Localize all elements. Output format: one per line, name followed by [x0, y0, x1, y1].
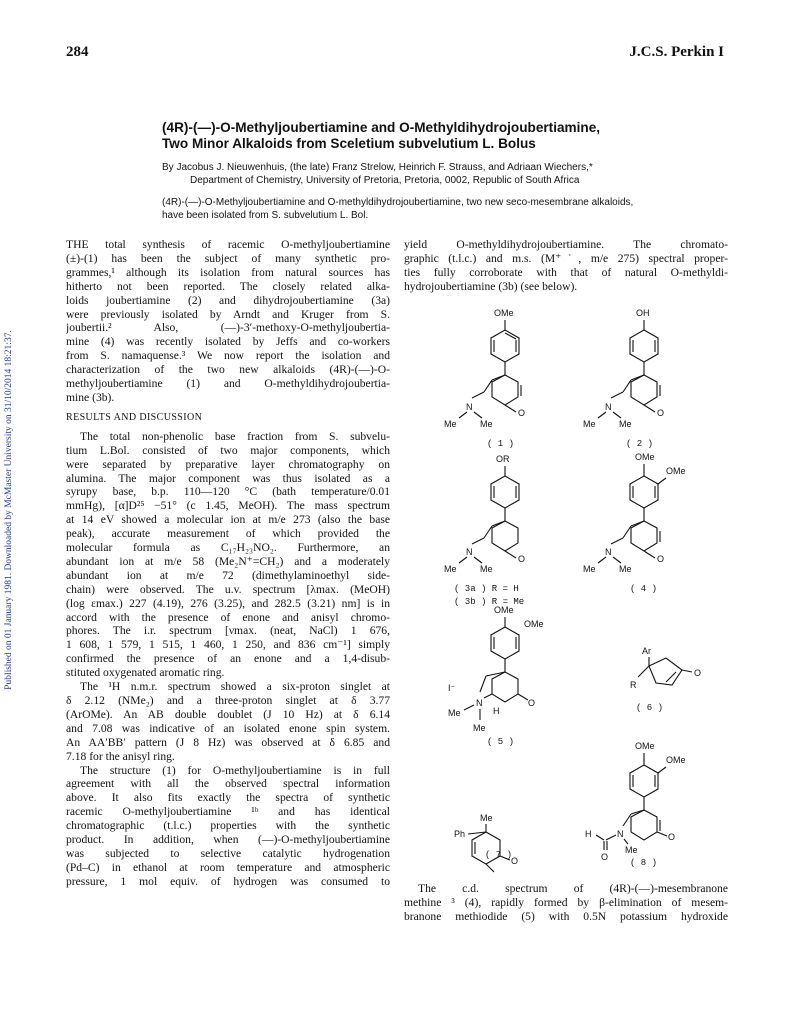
label-ph: Ph	[454, 829, 466, 839]
abstract-line: (4R)-(—)-O-Methyljoubertiamine and O-methyldihydrojoubertiamine, two new seco-mesembrane alkaloids,	[162, 197, 634, 208]
label-ome: OMe	[666, 755, 686, 765]
body-line: product. In addition, when (—)-O-methyljoubertiamine	[66, 833, 390, 847]
label-ome: OMe	[494, 308, 514, 318]
structure-1	[444, 308, 525, 449]
right-column-top	[404, 238, 728, 294]
body-line: and 7.08 was indicative of an isolated enone spin system.	[66, 721, 390, 735]
body-line: The structure (1) for O-methyljoubertiamine is in full	[80, 763, 390, 777]
compound-label-4: ( 4 )	[630, 584, 658, 594]
body-line: tium L.Bol. consisted of two major components, which	[66, 443, 390, 457]
body-line: accord with the presence of enone and anisyl chromo-	[66, 610, 390, 624]
body-line: hitherto not been reported. The closely related alka-	[66, 279, 390, 293]
label-ome: OMe	[524, 619, 544, 629]
compound-label-5: ( 5 )	[487, 737, 515, 747]
body-line: THE total synthesis of racemic O-methyljoubertiamine	[66, 238, 390, 251]
section-heading: RESULTS AND DISCUSSION	[66, 411, 203, 423]
body-line: methine ³ (4), rapidly formed by β-elimination of mesem-	[404, 895, 728, 909]
body-line: mmHg), [α]D²⁵ −51° (c 1.45, MeOH). The mass spectrum	[66, 499, 390, 513]
label-h: H	[585, 829, 592, 839]
body-line: pressure, 1 mol equiv. of hydrogen was consumed to	[66, 874, 390, 888]
page-number: 284	[66, 44, 89, 60]
label-o: O	[668, 832, 676, 842]
body-line: was subjected to selective catalytic hydrogenation	[66, 846, 390, 860]
abstract-line: have been isolated from S. subvelutium L. Bol.	[162, 210, 369, 221]
label-h: H	[493, 706, 500, 716]
body-line: An AA′BB′ pattern (J 8 Hz) was observed at δ 6.85 and	[66, 735, 390, 749]
compound-label-6: ( 6 )	[636, 703, 664, 713]
body-line: from S. namaquense.³ We now report the isolation and	[66, 349, 390, 363]
structure-2	[583, 308, 664, 449]
body-line: joubertii.² Also, (—)-3′-methoxy-O-methyljoubertia-	[66, 321, 390, 335]
label-o: O	[657, 408, 665, 418]
body-line: abundant ion at m/e 58 (Me₂N⁺=CH₂) and a moderately	[66, 554, 390, 568]
body-line: alumina. The major component was thus isolated as a	[66, 471, 390, 485]
right-column-bottom	[404, 882, 728, 924]
label-ome: OMe	[494, 605, 514, 615]
label-o: O	[528, 698, 536, 708]
body-line: were separated by preparative layer chromatography on	[66, 457, 390, 471]
label-me: Me	[619, 564, 632, 574]
label-n: N	[466, 402, 473, 412]
label-iodide: I⁻	[448, 683, 456, 693]
body-line: phores. The i.r. spectrum [νmax. (neat, NaCl) 1 676,	[66, 624, 390, 638]
structure-7	[454, 813, 518, 872]
body-line: The c.d. spectrum of (4R)-(—)-mesembranone	[418, 882, 728, 895]
left-column	[66, 238, 390, 889]
label-me: Me	[625, 845, 638, 855]
label-me: Me	[473, 723, 486, 733]
label-o: O	[694, 668, 702, 678]
label-o: O	[518, 408, 526, 418]
body-line: loids joubertiamine (2) and dihydrojoubertiamine (3a)	[66, 293, 390, 307]
label-me: Me	[444, 419, 457, 429]
body-line: branone methiodide (5) with 0.5N potassium hydroxide	[404, 909, 728, 923]
body-line: agreement with all the observed spectral information	[66, 777, 390, 791]
body-line: (log εmax.) 227 (4.19), 276 (3.25), and 282.5 (3.21) nm] is in	[66, 596, 390, 610]
body-line: characterization of the two new alkaloids (4R)-(—)-O-	[66, 363, 390, 377]
body-line: were previously isolated by Arndt and Kruger from S.	[66, 307, 390, 321]
body-line: 7.18 for the anisyl ring.	[66, 749, 175, 763]
label-r: R	[630, 680, 637, 690]
label-me: Me	[444, 564, 457, 574]
body-line: graphic (t.l.c.) and m.s. (M⁺˙, m/e 275) spectral proper-	[404, 251, 728, 265]
body-line: (Pd–C) in ethanol at room temperature and atmospheric	[66, 860, 390, 874]
body-line: hydrojoubertiamine (3b) (see below).	[404, 279, 578, 293]
label-n: N	[605, 402, 612, 412]
body-line: chain) were observed. The u.v. spectrum [λmax. (MeOH)	[66, 582, 390, 596]
compound-label-8: ( 8 )	[630, 858, 658, 868]
author-block	[162, 161, 762, 187]
affiliation-line: Department of Chemistry, University of Pretoria, Pretoria, 0002, Republic of South Africa	[190, 175, 580, 186]
label-me: Me	[480, 564, 493, 574]
body-line: yield O-methyldihydrojoubertiamine. The chromato-	[404, 238, 728, 251]
body-line: ties fully corroborate with that of natural O-methyldi-	[404, 265, 728, 279]
label-oh: OH	[636, 308, 650, 318]
structure-5	[448, 605, 544, 747]
label-me: Me	[619, 419, 632, 429]
label-o: O	[657, 554, 665, 564]
body-line: The total non-phenolic base fraction from S. subvelu-	[80, 429, 390, 443]
compound-label-2: ( 2 )	[626, 439, 654, 449]
body-line: stituted oxygenated aromatic ring.	[66, 666, 225, 680]
body-line: methyljoubertiamine (1) and O-methyldihydrojoubertia-	[66, 377, 390, 391]
structure-6	[630, 646, 701, 713]
structure-8	[585, 741, 686, 868]
author-line: By Jacobus J. Nieuwenhuis, (the late) Franz Strelow, Heinrich F. Strauss, and Adriaan Wiechers,*	[162, 162, 593, 173]
label-o: O	[601, 852, 609, 862]
body-line: 1 608, 1 579, 1 515, 1 460, 1 250, and 836 cm⁻¹] simply	[66, 638, 390, 652]
abstract	[162, 196, 762, 222]
body-line: at 14 eV showed a molecular ion at m/e 273 (also the base	[66, 513, 390, 527]
body-line: (±)-(1) has been the subject of many synthetic pro-	[66, 251, 390, 265]
structure-4	[583, 452, 686, 594]
body-line: mine (3b).	[66, 390, 115, 404]
body-line: molecular formula as C₁₇H₂₃NO₂. Furthermore, an	[66, 541, 390, 555]
body-line: above. It also fits exactly the spectra of synthetic	[66, 791, 390, 805]
title-line-2: Two Minor Alkaloids from Sceletium subvelutium L. Bolus	[162, 136, 536, 151]
download-watermark: Published on 01 January 1981. Downloaded by McMaster University on 31/10/2014 18:21:37.	[4, 330, 14, 690]
label-me: Me	[583, 419, 596, 429]
compound-label-1: ( 1 )	[487, 439, 515, 449]
structure-3	[444, 454, 525, 607]
body-line: grammes,¹ although its isolation from natural sources has	[66, 265, 390, 279]
body-line: peak), accurate measurement of which provided the	[66, 527, 390, 541]
label-n: N	[466, 547, 473, 557]
label-me: Me	[448, 708, 461, 718]
label-n: N	[476, 698, 483, 708]
label-ome: OMe	[635, 741, 655, 751]
compound-label-7: ( 7 )	[485, 850, 513, 860]
label-me: Me	[480, 419, 493, 429]
journal-name: J.C.S. Perkin I	[629, 44, 724, 60]
label-o: O	[511, 856, 519, 866]
article-title	[162, 120, 762, 152]
label-n: N	[605, 547, 612, 557]
compound-label-3a: ( 3a ) R = H	[454, 584, 519, 594]
label-o: O	[518, 554, 526, 564]
body-line: The ¹H n.m.r. spectrum showed a six-proton singlet at	[80, 680, 390, 694]
body-line: (ArOMe). An AB double doublet (J 10 Hz) at δ 6.14	[66, 707, 390, 721]
body-line: mine (4) was recently isolated by Jeffs and co-workers	[66, 335, 390, 349]
compound-label-3b: ( 3b ) R = Me	[454, 597, 525, 607]
label-me: Me	[583, 564, 596, 574]
label-ome: OMe	[666, 466, 686, 476]
label-ome: OMe	[635, 452, 655, 462]
label-me: Me	[480, 813, 493, 823]
body-line: abundant ion at m/e 72 (dimethylaminoethyl side-	[66, 568, 390, 582]
body-line: confirmed the presence of an enone and a 1,4-disub-	[66, 652, 390, 666]
title-line-1: (4R)-(—)-O-Methyljoubertiamine and O-Methyldihydrojoubertiamine,	[162, 120, 601, 135]
label-ar: Ar	[642, 646, 651, 656]
structures-figure	[404, 300, 744, 875]
body-line: racemic O-methyljoubertiamine ¹ᵇ and has identical	[66, 805, 390, 819]
body-line: syrupy base, b.p. 110—120 °C (bath temperature/0.01	[66, 485, 390, 499]
body-line: δ 2.12 (NMe₂) and a three-proton singlet at δ 3.77	[66, 694, 390, 707]
body-line: chromatographic (t.l.c.) properties with the synthetic	[66, 819, 390, 833]
label-or: OR	[496, 454, 510, 464]
label-n: N	[617, 829, 624, 839]
